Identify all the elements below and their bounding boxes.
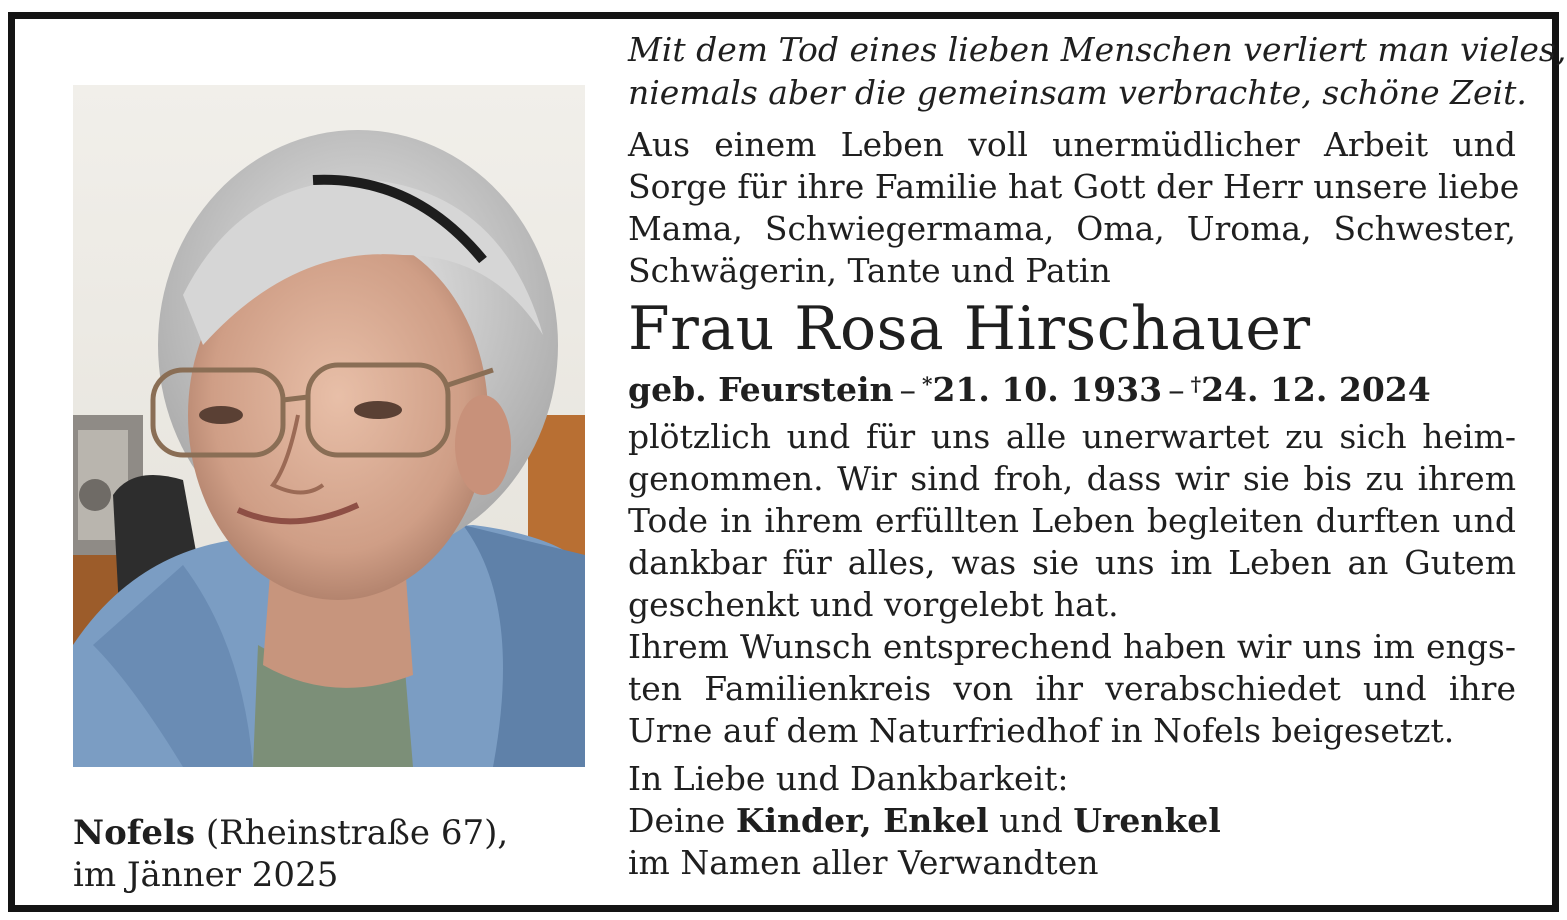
- body-line: Ihrem Wunsch entsprechend haben wir uns im engs-: [628, 627, 1516, 666]
- location-date: im Jänner 2025: [73, 855, 339, 895]
- body-line: plötzlich und für uns alle unerwartet zu sich heim-: [628, 417, 1516, 456]
- death-symbol: †: [1190, 372, 1202, 396]
- body-line: ten Familienkreis von ihr verabschiedet und ihre: [628, 669, 1516, 708]
- quote-line-1: Mit dem Tod eines lieben Menschen verliert man vieles,: [628, 30, 1567, 69]
- closing-und: und: [999, 801, 1063, 840]
- birth-date: 21. 10. 1933: [932, 370, 1163, 409]
- birth-symbol: *: [921, 372, 933, 396]
- quote-line-2: niemals aber die gemeinsam verbrachte, schöne Zeit.: [628, 73, 1527, 112]
- closing-line-1: In Liebe und Dankbarkeit:: [628, 759, 1069, 798]
- body-line: geschenkt und vorgelebt hat.: [628, 585, 1119, 624]
- death-date: 24. 12. 2024: [1201, 370, 1431, 409]
- closing-line-3: im Namen aller Verwandten: [628, 843, 1099, 882]
- town-name: Nofels: [73, 813, 196, 853]
- separator: –: [899, 370, 916, 409]
- closing-deine: Deine: [628, 801, 726, 840]
- intro-line: Mama, Schwiegermama, Oma, Uroma, Schwester,: [628, 209, 1516, 248]
- location-line: [73, 812, 508, 854]
- deceased-name: Frau Rosa Hirschauer: [628, 294, 1311, 364]
- portrait-photo: [73, 85, 585, 767]
- closing-line-2: [628, 800, 1516, 842]
- body-line: Tode in ihrem erfüllten Leben begleiten durften und: [628, 501, 1516, 540]
- closing-block: [628, 758, 1516, 884]
- intro-line: Sorge für ihre Familie hat Gott der Herr unsere liebe: [628, 167, 1520, 206]
- closing-kinder-enkel: Kinder, Enkel: [735, 801, 989, 840]
- birth-name: geb. Feurstein: [628, 370, 894, 409]
- body-line: genommen. Wir sind froh, dass wir sie bis zu ihrem: [628, 459, 1516, 498]
- body-line: dankbar für alles, was sie uns im Leben an Gutem: [628, 543, 1516, 582]
- closing-urenkel: Urenkel: [1073, 801, 1221, 840]
- intro-line: Aus einem Leben voll unermüdlicher Arbeit und: [628, 125, 1516, 164]
- obituary-text: [628, 28, 1567, 884]
- life-dates: [628, 362, 1516, 412]
- body-line: Urne auf dem Naturfriedhof in Nofels beigesetzt.: [628, 711, 1455, 750]
- body-paragraph-2: [628, 626, 1516, 752]
- body-paragraph-1: [628, 416, 1516, 626]
- intro-paragraph: [628, 124, 1520, 292]
- address: (Rheinstraße 67),: [205, 813, 509, 853]
- location-block: [73, 812, 508, 896]
- intro-line: Schwägerin, Tante und Patin: [628, 251, 1111, 290]
- separator: –: [1168, 370, 1185, 409]
